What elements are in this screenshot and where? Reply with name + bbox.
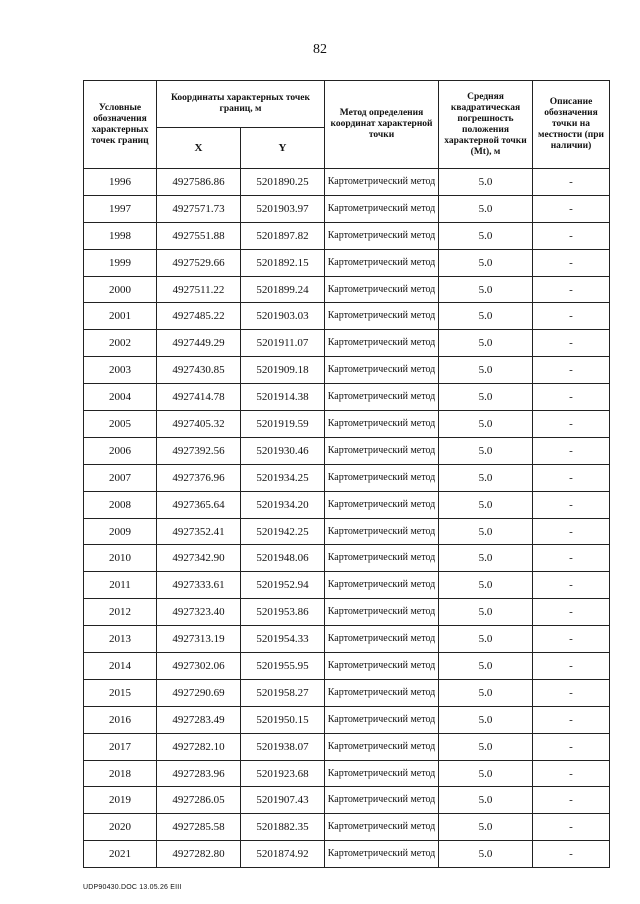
point-number-cell: 2001 bbox=[84, 303, 157, 330]
description-cell: - bbox=[533, 303, 610, 330]
coordinate-x-cell: 4927571.73 bbox=[157, 195, 241, 222]
coordinate-x-cell: 4927282.80 bbox=[157, 841, 241, 868]
method-cell: Картометрический метод bbox=[325, 464, 439, 491]
accuracy-cell: 5.0 bbox=[439, 276, 533, 303]
point-number-cell: 2003 bbox=[84, 357, 157, 384]
coordinate-x-cell: 4927313.19 bbox=[157, 626, 241, 653]
accuracy-cell: 5.0 bbox=[439, 330, 533, 357]
coordinate-x-cell: 4927323.40 bbox=[157, 599, 241, 626]
table-row bbox=[84, 169, 610, 196]
method-cell: Картометрический метод bbox=[325, 303, 439, 330]
table-row bbox=[84, 437, 610, 464]
table-row bbox=[84, 411, 610, 438]
description-cell: - bbox=[533, 195, 610, 222]
coordinate-x-cell: 4927290.69 bbox=[157, 679, 241, 706]
accuracy-cell: 5.0 bbox=[439, 572, 533, 599]
coordinate-x-cell: 4927414.78 bbox=[157, 384, 241, 411]
point-number-cell: 2007 bbox=[84, 464, 157, 491]
accuracy-cell: 5.0 bbox=[439, 760, 533, 787]
description-cell: - bbox=[533, 814, 610, 841]
method-cell: Картометрический метод bbox=[325, 760, 439, 787]
method-cell: Картометрический метод bbox=[325, 195, 439, 222]
coordinate-x-cell: 4927430.85 bbox=[157, 357, 241, 384]
page-number: 82 bbox=[313, 42, 327, 57]
coordinate-x-cell: 4927365.64 bbox=[157, 491, 241, 518]
table-row bbox=[84, 679, 610, 706]
method-cell: Картометрический метод bbox=[325, 491, 439, 518]
coordinate-y-cell: 5201942.25 bbox=[241, 518, 325, 545]
method-cell: Картометрический метод bbox=[325, 518, 439, 545]
coordinate-x-cell: 4927529.66 bbox=[157, 249, 241, 276]
point-number-cell: 1996 bbox=[84, 169, 157, 196]
method-cell: Картометрический метод bbox=[325, 679, 439, 706]
coordinate-x-cell: 4927485.22 bbox=[157, 303, 241, 330]
table-row bbox=[84, 706, 610, 733]
coordinate-y-cell: 5201903.97 bbox=[241, 195, 325, 222]
description-cell: - bbox=[533, 841, 610, 868]
method-cell: Картометрический метод bbox=[325, 357, 439, 384]
accuracy-cell: 5.0 bbox=[439, 841, 533, 868]
point-number-cell: 2014 bbox=[84, 653, 157, 680]
accuracy-cell: 5.0 bbox=[439, 814, 533, 841]
table-row bbox=[84, 249, 610, 276]
coordinate-y-cell: 5201909.18 bbox=[241, 357, 325, 384]
coordinate-x-cell: 4927449.29 bbox=[157, 330, 241, 357]
description-cell: - bbox=[533, 733, 610, 760]
point-number-cell: 2017 bbox=[84, 733, 157, 760]
point-number-cell: 2012 bbox=[84, 599, 157, 626]
table-row bbox=[84, 733, 610, 760]
coordinate-y-cell: 5201934.25 bbox=[241, 464, 325, 491]
coordinate-y-cell: 5201953.86 bbox=[241, 599, 325, 626]
accuracy-cell: 5.0 bbox=[439, 222, 533, 249]
accuracy-cell: 5.0 bbox=[439, 464, 533, 491]
method-cell: Картометрический метод bbox=[325, 653, 439, 680]
description-cell: - bbox=[533, 491, 610, 518]
description-cell: - bbox=[533, 169, 610, 196]
point-number-cell: 2004 bbox=[84, 384, 157, 411]
coordinate-y-cell: 5201948.06 bbox=[241, 545, 325, 572]
description-cell: - bbox=[533, 276, 610, 303]
description-cell: - bbox=[533, 760, 610, 787]
method-cell: Картометрический метод bbox=[325, 599, 439, 626]
point-number-cell: 2018 bbox=[84, 760, 157, 787]
description-cell: - bbox=[533, 330, 610, 357]
method-cell: Картометрический метод bbox=[325, 706, 439, 733]
method-cell: Картометрический метод bbox=[325, 814, 439, 841]
description-cell: - bbox=[533, 787, 610, 814]
description-cell: - bbox=[533, 437, 610, 464]
accuracy-cell: 5.0 bbox=[439, 706, 533, 733]
accuracy-cell: 5.0 bbox=[439, 679, 533, 706]
table-row bbox=[84, 518, 610, 545]
accuracy-cell: 5.0 bbox=[439, 599, 533, 626]
description-cell: - bbox=[533, 222, 610, 249]
coordinate-x-cell: 4927342.90 bbox=[157, 545, 241, 572]
coordinate-y-cell: 5201952.94 bbox=[241, 572, 325, 599]
accuracy-cell: 5.0 bbox=[439, 545, 533, 572]
description-cell: - bbox=[533, 464, 610, 491]
coordinate-y-cell: 5201907.43 bbox=[241, 787, 325, 814]
table-row bbox=[84, 572, 610, 599]
table-row bbox=[84, 653, 610, 680]
document-footer: UDP90430.DOC 13.05.26 EIII bbox=[83, 884, 182, 891]
coordinate-y-cell: 5201890.25 bbox=[241, 169, 325, 196]
coordinate-y-cell: 5201911.07 bbox=[241, 330, 325, 357]
coordinate-y-cell: 5201897.82 bbox=[241, 222, 325, 249]
header-coordinates: Координаты характерных точек границ, м bbox=[157, 81, 325, 128]
coordinate-y-cell: 5201874.92 bbox=[241, 841, 325, 868]
description-cell: - bbox=[533, 653, 610, 680]
point-number-cell: 2008 bbox=[84, 491, 157, 518]
coordinate-y-cell: 5201950.15 bbox=[241, 706, 325, 733]
accuracy-cell: 5.0 bbox=[439, 411, 533, 438]
coordinate-x-cell: 4927586.86 bbox=[157, 169, 241, 196]
accuracy-cell: 5.0 bbox=[439, 195, 533, 222]
coordinate-y-cell: 5201934.20 bbox=[241, 491, 325, 518]
table-row bbox=[84, 222, 610, 249]
coordinate-y-cell: 5201903.03 bbox=[241, 303, 325, 330]
accuracy-cell: 5.0 bbox=[439, 518, 533, 545]
table-row bbox=[84, 760, 610, 787]
accuracy-cell: 5.0 bbox=[439, 653, 533, 680]
method-cell: Картометрический метод bbox=[325, 545, 439, 572]
method-cell: Картометрический метод bbox=[325, 411, 439, 438]
coordinate-y-cell: 5201919.59 bbox=[241, 411, 325, 438]
description-cell: - bbox=[533, 599, 610, 626]
point-number-cell: 2013 bbox=[84, 626, 157, 653]
accuracy-cell: 5.0 bbox=[439, 357, 533, 384]
coordinate-y-cell: 5201882.35 bbox=[241, 814, 325, 841]
point-number-cell: 1997 bbox=[84, 195, 157, 222]
accuracy-cell: 5.0 bbox=[439, 437, 533, 464]
coordinate-x-cell: 4927286.05 bbox=[157, 787, 241, 814]
table-row bbox=[84, 491, 610, 518]
accuracy-cell: 5.0 bbox=[439, 303, 533, 330]
header-description: Описание обозначения точки на местности (при наличии) bbox=[533, 81, 610, 169]
method-cell: Картометрический метод bbox=[325, 330, 439, 357]
table-row bbox=[84, 841, 610, 868]
method-cell: Картометрический метод bbox=[325, 572, 439, 599]
point-number-cell: 2015 bbox=[84, 679, 157, 706]
coordinate-y-cell: 5201954.33 bbox=[241, 626, 325, 653]
description-cell: - bbox=[533, 706, 610, 733]
accuracy-cell: 5.0 bbox=[439, 169, 533, 196]
coordinate-x-cell: 4927283.96 bbox=[157, 760, 241, 787]
table-row bbox=[84, 303, 610, 330]
table-row bbox=[84, 599, 610, 626]
header-method: Метод определения координат характерной точки bbox=[325, 81, 439, 169]
accuracy-cell: 5.0 bbox=[439, 626, 533, 653]
method-cell: Картометрический метод bbox=[325, 276, 439, 303]
description-cell: - bbox=[533, 357, 610, 384]
method-cell: Картометрический метод bbox=[325, 841, 439, 868]
coordinate-y-cell: 5201955.95 bbox=[241, 653, 325, 680]
coordinate-x-cell: 4927551.88 bbox=[157, 222, 241, 249]
point-number-cell: 2002 bbox=[84, 330, 157, 357]
coordinate-x-cell: 4927302.06 bbox=[157, 653, 241, 680]
coordinate-y-cell: 5201899.24 bbox=[241, 276, 325, 303]
point-number-cell: 2021 bbox=[84, 841, 157, 868]
point-number-cell: 2005 bbox=[84, 411, 157, 438]
method-cell: Картометрический метод bbox=[325, 787, 439, 814]
table-row bbox=[84, 384, 610, 411]
method-cell: Картометрический метод bbox=[325, 626, 439, 653]
coordinate-x-cell: 4927285.58 bbox=[157, 814, 241, 841]
description-cell: - bbox=[533, 572, 610, 599]
header-y: Y bbox=[241, 128, 325, 169]
description-cell: - bbox=[533, 626, 610, 653]
accuracy-cell: 5.0 bbox=[439, 249, 533, 276]
coordinate-x-cell: 4927392.56 bbox=[157, 437, 241, 464]
accuracy-cell: 5.0 bbox=[439, 733, 533, 760]
description-cell: - bbox=[533, 249, 610, 276]
coordinate-x-cell: 4927352.41 bbox=[157, 518, 241, 545]
point-number-cell: 2011 bbox=[84, 572, 157, 599]
coordinate-y-cell: 5201892.15 bbox=[241, 249, 325, 276]
table-row bbox=[84, 195, 610, 222]
method-cell: Картометрический метод bbox=[325, 384, 439, 411]
accuracy-cell: 5.0 bbox=[439, 787, 533, 814]
header-x: X bbox=[157, 128, 241, 169]
table-row bbox=[84, 357, 610, 384]
coordinate-x-cell: 4927333.61 bbox=[157, 572, 241, 599]
point-number-cell: 2000 bbox=[84, 276, 157, 303]
point-number-cell: 2019 bbox=[84, 787, 157, 814]
table-row bbox=[84, 545, 610, 572]
description-cell: - bbox=[533, 518, 610, 545]
point-number-cell: 2006 bbox=[84, 437, 157, 464]
description-cell: - bbox=[533, 545, 610, 572]
description-cell: - bbox=[533, 411, 610, 438]
accuracy-cell: 5.0 bbox=[439, 384, 533, 411]
method-cell: Картометрический метод bbox=[325, 249, 439, 276]
coordinate-y-cell: 5201938.07 bbox=[241, 733, 325, 760]
table-row bbox=[84, 787, 610, 814]
description-cell: - bbox=[533, 679, 610, 706]
coordinate-y-cell: 5201914.38 bbox=[241, 384, 325, 411]
method-cell: Картометрический метод bbox=[325, 733, 439, 760]
coordinate-y-cell: 5201930.46 bbox=[241, 437, 325, 464]
coordinate-x-cell: 4927376.96 bbox=[157, 464, 241, 491]
point-number-cell: 1998 bbox=[84, 222, 157, 249]
point-number-cell: 2020 bbox=[84, 814, 157, 841]
coordinates-table bbox=[83, 80, 610, 868]
table-row bbox=[84, 276, 610, 303]
point-number-cell: 2009 bbox=[84, 518, 157, 545]
method-cell: Картометрический метод bbox=[325, 437, 439, 464]
method-cell: Картометрический метод bbox=[325, 169, 439, 196]
method-cell: Картометрический метод bbox=[325, 222, 439, 249]
header-designation: Условные обозначения характерных точек границ bbox=[84, 81, 157, 169]
coordinate-x-cell: 4927282.10 bbox=[157, 733, 241, 760]
coordinate-y-cell: 5201958.27 bbox=[241, 679, 325, 706]
point-number-cell: 2010 bbox=[84, 545, 157, 572]
coordinate-y-cell: 5201923.68 bbox=[241, 760, 325, 787]
table-row bbox=[84, 464, 610, 491]
coordinate-x-cell: 4927283.49 bbox=[157, 706, 241, 733]
table-row bbox=[84, 330, 610, 357]
point-number-cell: 1999 bbox=[84, 249, 157, 276]
description-cell: - bbox=[533, 384, 610, 411]
table-row bbox=[84, 626, 610, 653]
header-accuracy: Средняя квадратическая погрешность положения характерной точки (Mt), м bbox=[439, 81, 533, 169]
table-row bbox=[84, 814, 610, 841]
coordinate-x-cell: 4927405.32 bbox=[157, 411, 241, 438]
accuracy-cell: 5.0 bbox=[439, 491, 533, 518]
point-number-cell: 2016 bbox=[84, 706, 157, 733]
coordinate-x-cell: 4927511.22 bbox=[157, 276, 241, 303]
